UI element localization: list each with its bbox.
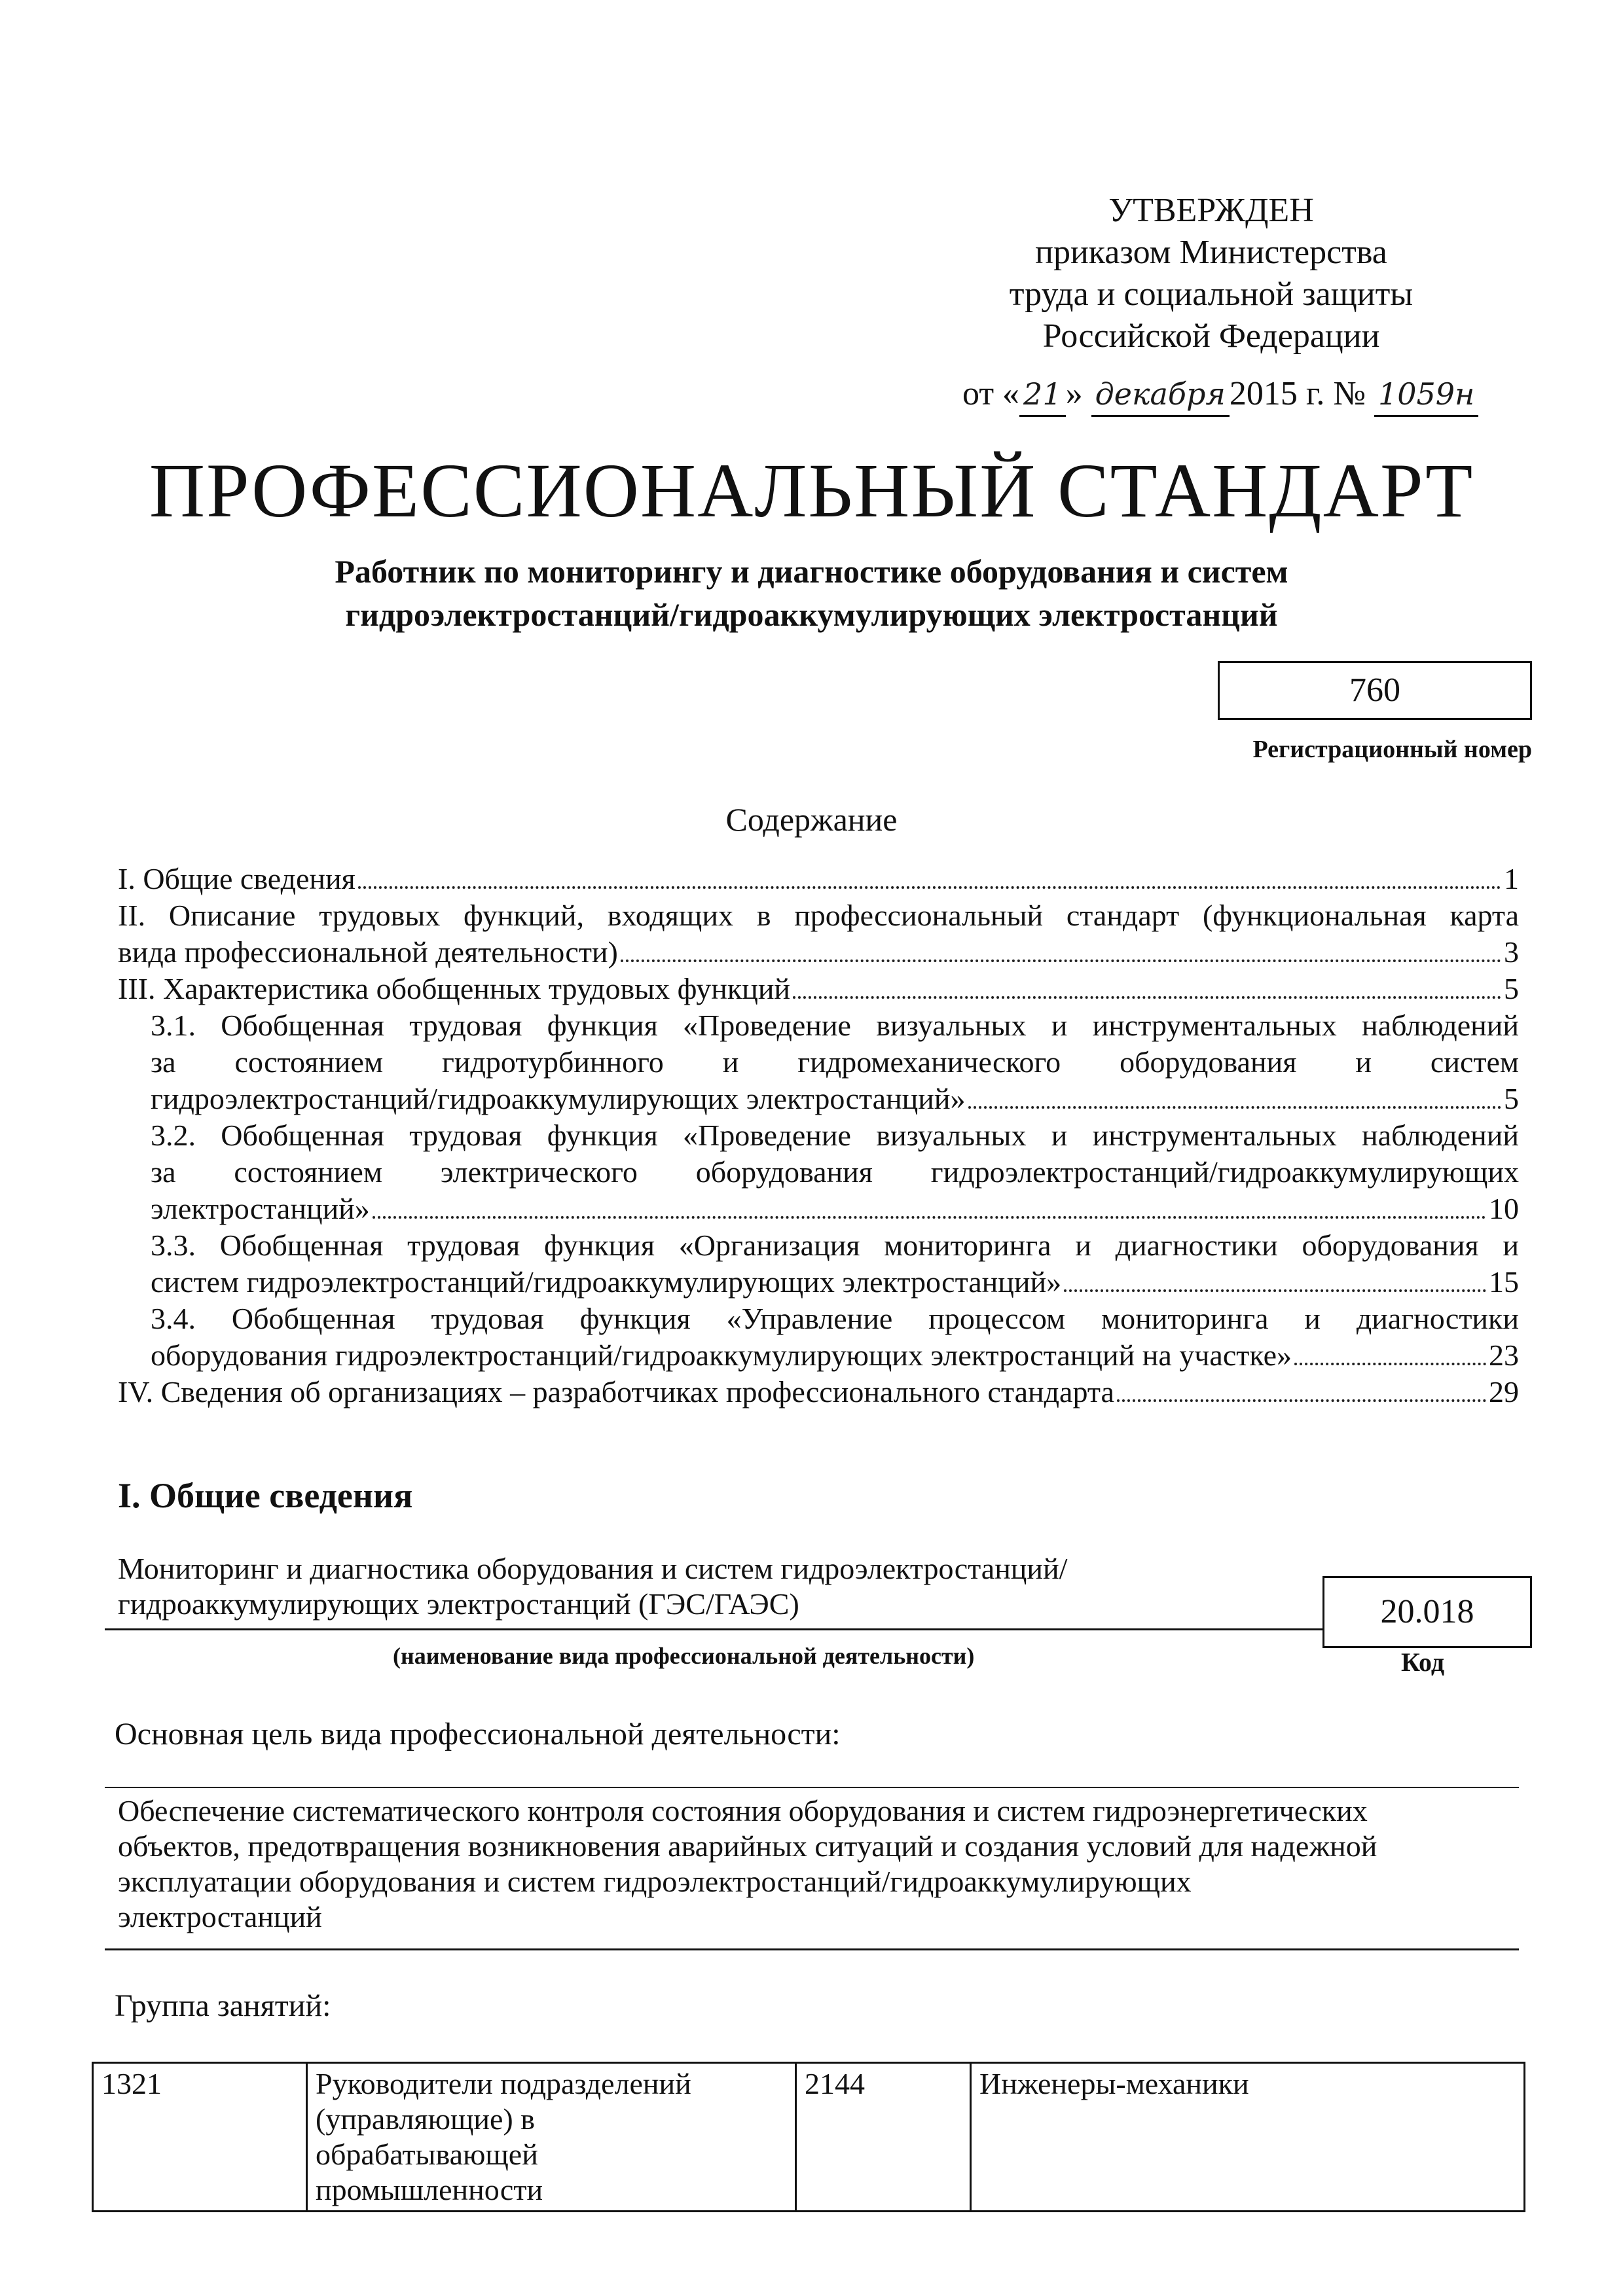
subtitle-line: Работник по мониторингу и диагностике оборудования и систем	[335, 553, 1288, 590]
approval-stamp	[884, 190, 1539, 357]
toc-leader	[358, 886, 1501, 889]
toc-item	[118, 1117, 1519, 1227]
goal-line: Обеспечение систематического контроля состояния оборудования и систем гидроэнергетических	[118, 1794, 1368, 1827]
activity-line: гидроаккумулирующих электростанций (ГЭС/ГАЭС)	[118, 1587, 799, 1621]
order-number-handwritten: 1059н	[1374, 373, 1478, 417]
toc-item	[118, 971, 1519, 1007]
group-name-line: Инженеры-механики	[979, 2067, 1249, 2100]
registration-caption: Регистрационный номер	[1252, 736, 1532, 763]
toc-page: 29	[1489, 1375, 1519, 1408]
subtitle-line: гидроэлектростанций/гидроаккумулирующих электростанций	[345, 596, 1278, 633]
toc-page: 5	[1504, 972, 1519, 1005]
approval-line: приказом Министерства	[1035, 234, 1387, 271]
toc-item-text: оборудования гидроэлектростанций/гидроаккумулирующих электростанций на участке»	[151, 1338, 1292, 1372]
order-month-handwritten: декабря	[1091, 373, 1230, 417]
occupation-group-table	[92, 2062, 1525, 2212]
toc-leader	[1064, 1289, 1486, 1292]
toc-page: 5	[1504, 1082, 1519, 1115]
toc-item-text: I. Общие сведения	[118, 862, 356, 895]
toc-leader	[621, 960, 1501, 962]
toc-item	[118, 1374, 1519, 1410]
toc-item-text: вида профессиональной деятельности)	[118, 935, 618, 969]
toc-item	[118, 1007, 1519, 1117]
group-name-line: промышленности	[316, 2173, 543, 2206]
code-caption: Код	[1401, 1647, 1445, 1677]
order-prefix: от «	[962, 375, 1020, 412]
activity-underline	[105, 1628, 1322, 1630]
approval-line: Российской Федерации	[1042, 317, 1380, 355]
toc-page: 1	[1504, 862, 1519, 895]
order-quote: »	[1065, 375, 1083, 412]
approval-heading: УТВЕРЖДЕН	[1108, 192, 1314, 229]
group-label: Группа занятий:	[115, 1988, 331, 2023]
order-year: 2015 г. №	[1229, 375, 1366, 412]
toc-page: 15	[1489, 1265, 1519, 1299]
group-name-line: обрабатывающей	[316, 2138, 538, 2171]
toc-item	[118, 1227, 1519, 1300]
goal-label: Основная цель вида профессиональной деятельности:	[115, 1717, 841, 1751]
toc-leader	[1294, 1363, 1486, 1365]
document-subtitle	[196, 550, 1427, 636]
toc-item-text: электростанций»	[151, 1192, 370, 1225]
group-name	[971, 2063, 1525, 2212]
group-name	[307, 2063, 796, 2212]
toc-item	[118, 897, 1519, 971]
group-name-line: Руководители подразделений	[316, 2067, 691, 2100]
toc-item-text: 3.1. Обобщенная трудовая функция «Проведение визуальных и инструментальных наблюдений	[151, 1009, 1519, 1042]
toc-item-text: систем гидроэлектростанций/гидроаккумулирующих электростанций»	[151, 1265, 1062, 1299]
order-reference	[962, 373, 1478, 417]
section-heading: I. Общие сведения	[118, 1476, 413, 1515]
toc-page: 10	[1489, 1192, 1519, 1225]
goal-line: эксплуатации оборудования и систем гидроэлектростанций/гидроаккумулирующих	[118, 1865, 1192, 1898]
toc-item-text: 3.4. Обобщенная трудовая функция «Управление процессом мониторинга и диагностики	[151, 1302, 1519, 1335]
goal-line: объектов, предотвращения возникновения аварийных ситуаций и создания условий для надежной	[118, 1829, 1377, 1863]
approval-line: труда и социальной защиты	[1009, 276, 1413, 313]
activity-name	[118, 1551, 1231, 1622]
order-day-handwritten: 21	[1019, 373, 1066, 417]
toc-list	[118, 861, 1519, 1410]
toc-item-text: 3.3. Обобщенная трудовая функция «Организация мониторинга и диагностики оборудования и	[151, 1229, 1519, 1262]
table-row	[93, 2063, 1525, 2212]
activity-line: Мониторинг и диагностика оборудования и систем гидроэлектростанций/	[118, 1552, 1068, 1585]
toc-leader	[968, 1106, 1501, 1109]
goal-box	[105, 1787, 1519, 1950]
toc-item-text: III. Характеристика обобщенных трудовых функций	[118, 972, 791, 1005]
group-name-line: (управляющие) в	[316, 2102, 535, 2136]
activity-caption: (наименование вида профессиональной деятельности)	[393, 1643, 975, 1669]
toc-leader	[793, 996, 1501, 999]
toc-page: 23	[1489, 1338, 1519, 1372]
toc-item-text: IV. Сведения об организациях – разработчиках профессионального стандарта	[118, 1375, 1114, 1408]
activity-code-box: 20.018	[1322, 1576, 1532, 1648]
toc-leader	[373, 1216, 1486, 1219]
toc-item-text: за состоянием электрического оборудования гидроэлектростанций/гидроаккумулирующих	[151, 1155, 1519, 1189]
group-code: 1321	[93, 2063, 307, 2212]
toc-page: 3	[1504, 935, 1519, 969]
toc-item-text: 3.2. Обобщенная трудовая функция «Проведение визуальных и инструментальных наблюдений	[151, 1119, 1519, 1152]
toc-item-text: гидроэлектростанций/гидроаккумулирующих электростанций»	[151, 1082, 966, 1115]
toc-leader	[1117, 1399, 1486, 1402]
registration-number-box: 760	[1218, 661, 1532, 720]
document-title: ПРОФЕССИОНАЛЬНЫЙ СТАНДАРТ	[149, 448, 1474, 533]
toc-item-text: за состоянием гидротурбинного и гидромеханического оборудования и систем	[151, 1045, 1519, 1079]
toc-heading: Содержание	[725, 801, 898, 838]
group-code: 2144	[796, 2063, 971, 2212]
toc-item	[118, 1300, 1519, 1374]
goal-line: электростанций	[118, 1900, 322, 1933]
toc-item-text: II. Описание трудовых функций, входящих в профессиональный стандарт (функциональная карта	[118, 899, 1519, 932]
toc-item	[118, 861, 1519, 897]
